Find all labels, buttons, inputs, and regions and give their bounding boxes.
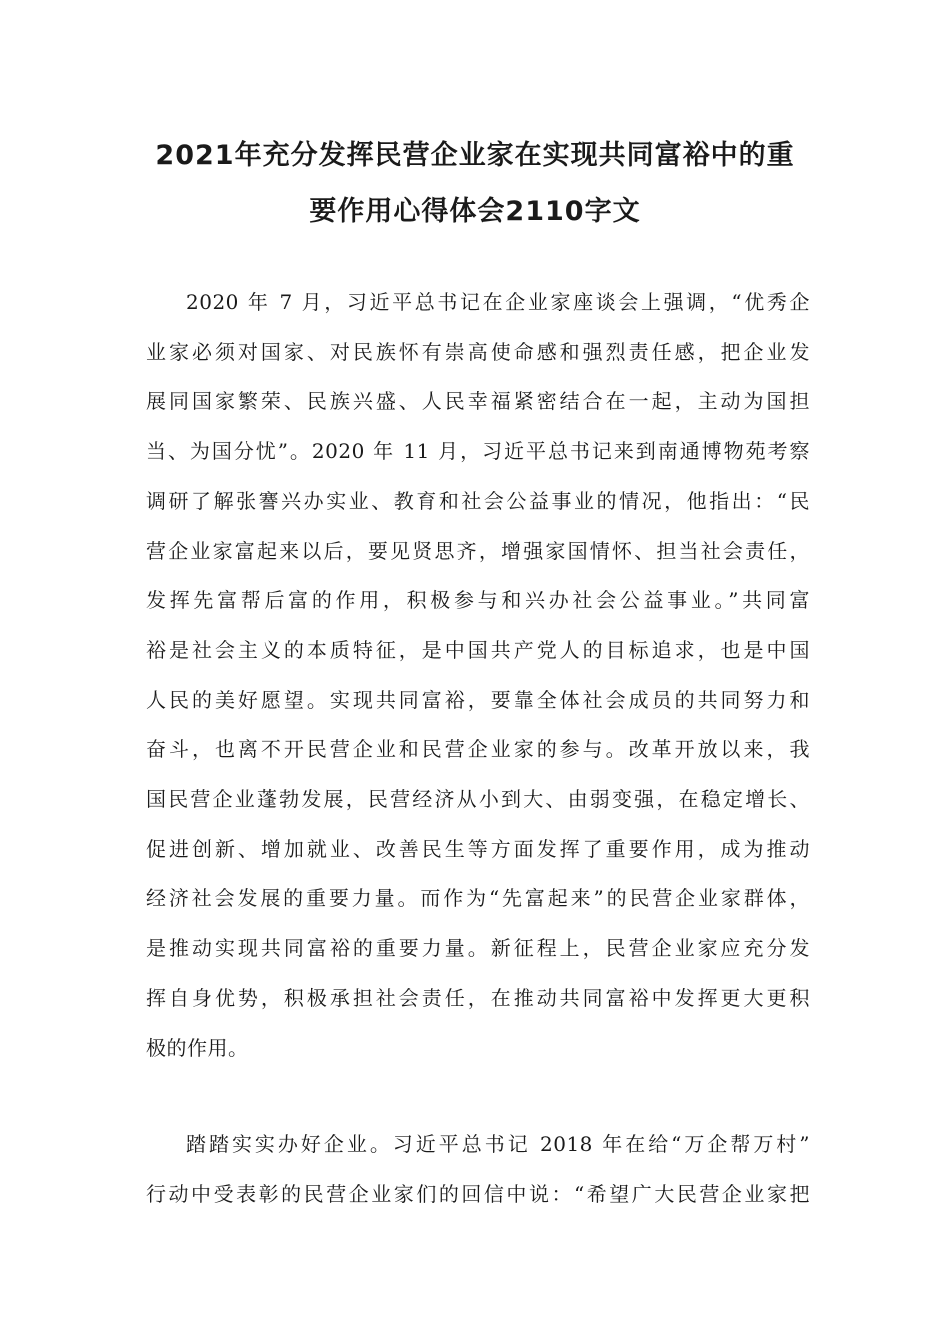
paragraph-line: 奋斗，也离不开民营企业和民营企业家的参与。改革开放以来，我 <box>146 737 810 762</box>
paragraph-line: 促进创新、增加就业、改善民生等方面发挥了重要作用，成为推动 <box>146 836 810 861</box>
title-line-1: 2021年充分发挥民营企业家在实现共同富裕中的重 <box>155 140 795 171</box>
paragraph-2 <box>146 1120 810 1219</box>
paragraph-line: 裕是社会主义的本质特征，是中国共产党人的目标追求，也是中国 <box>146 637 810 662</box>
paragraph-line: 经济社会发展的重要力量。而作为“先富起来”的民营企业家群体， <box>146 886 810 911</box>
paragraph-line: 是推动实现共同富裕的重要力量。新征程上，民营企业家应充分发 <box>146 936 810 961</box>
paragraph-line: 踏踏实实办好企业。习近平总书记 2018 年在给“万企帮万村” <box>186 1132 810 1156</box>
paragraph-line: 展同国家繁荣、民族兴盛、人民幸福紧密结合在一起，主动为国担 <box>146 389 810 414</box>
paragraph-line: 营企业家富起来以后，要见贤思齐，增强家国情怀、担当社会责任， <box>146 538 810 563</box>
paragraph-1 <box>146 278 810 1073</box>
paragraph-line: 挥自身优势，积极承担社会责任，在推动共同富裕中发挥更大更积 <box>146 985 810 1010</box>
paragraph-line: 极的作用。 <box>146 1035 249 1060</box>
paragraph-line: 行动中受表彰的民营企业家们的回信中说：“希望广大民营企业家把 <box>146 1181 810 1206</box>
paragraph-line: 人民的美好愿望。实现共同富裕，要靠全体社会成员的共同努力和 <box>146 687 810 712</box>
paragraph-line: 国民营企业蓬勃发展，民营经济从小到大、由弱变强，在稳定增长、 <box>146 787 810 812</box>
paragraph-line: 调研了解张謇兴办实业、教育和社会公益事业的情况，他指出：“民 <box>146 488 810 513</box>
paragraph-line: 业家必须对国家、对民族怀有崇高使命感和强烈责任感，把企业发 <box>146 339 810 364</box>
document-title <box>120 128 830 240</box>
paragraph-line: 发挥先富帮后富的作用，积极参与和兴办社会公益事业。”共同富 <box>146 588 810 613</box>
title-line-2: 要作用心得体会2110字文 <box>309 196 641 227</box>
paragraph-line: 2020 年 7 月，习近平总书记在企业家座谈会上强调，“优秀企 <box>186 290 810 314</box>
paragraph-line: 当、为国分忧”。2020 年 11 月，习近平总书记来到南通博物苑考察 <box>146 439 810 464</box>
